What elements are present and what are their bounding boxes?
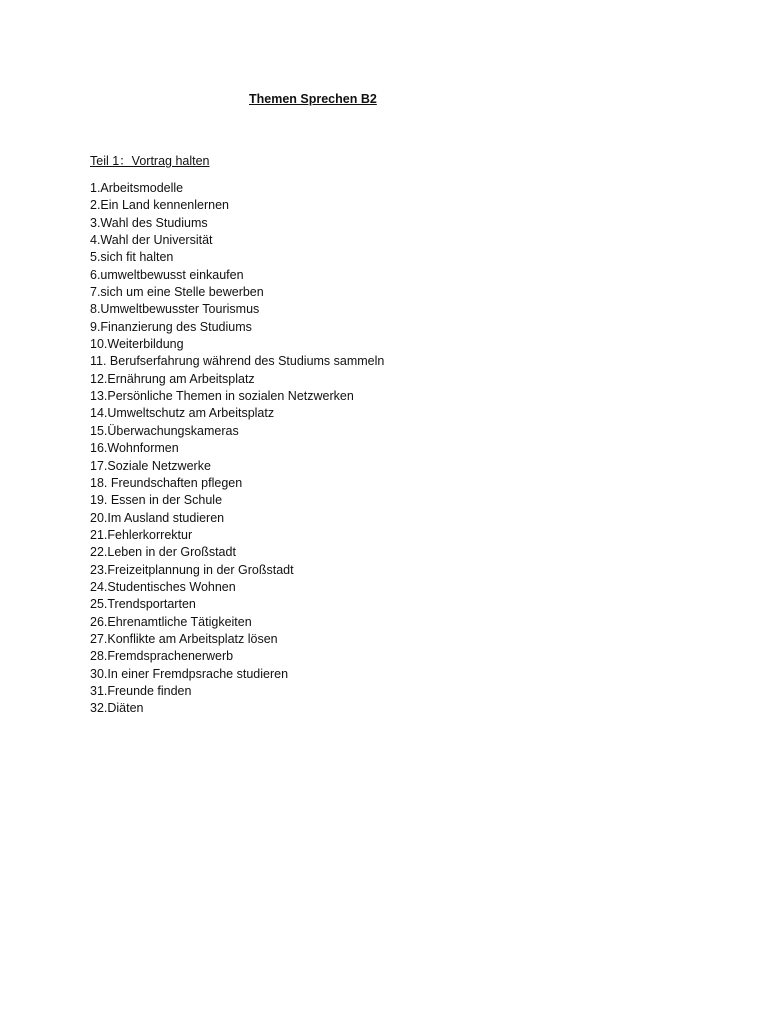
list-item: 26.Ehrenamtliche Tätigkeiten [90,614,252,629]
list-item: 24.Studentisches Wohnen [90,579,236,594]
list-item: 10.Weiterbildung [90,337,184,352]
page-title: Themen Sprechen B2 [249,92,377,106]
list-item: 25.Trendsportarten [90,597,196,612]
list-item: 12.Ernährung am Arbeitsplatz [90,371,255,386]
list-item: 8.Umweltbewusster Tourismus [90,302,260,317]
list-item: 9.Finanzierung des Studiums [90,319,252,334]
list-item: 13.Persönliche Themen in sozialen Netzwerken [90,389,354,404]
list-item: 1.Arbeitsmodelle [90,181,184,195]
list-item: 6.umweltbewusst einkaufen [90,267,244,282]
list-item: 11. Berufserfahrung während des Studiums sammeln [90,354,385,369]
list-item: 4.Wahl der Universität [90,233,213,248]
list-item: 31.Freunde finden [90,683,192,698]
list-item: 15.Überwachungskameras [90,423,239,438]
list-item: 16.Wohnformen [90,441,179,456]
list-item: 20.Im Ausland studieren [90,510,225,525]
list-item: 14.Umweltschutz am Arbeitsplatz [90,406,275,421]
list-item: 27.Konflikte am Arbeitsplatz lösen [90,631,278,646]
topic-list [90,180,384,718]
list-item: 22.Leben in der Großstadt [90,545,236,560]
list-item: 18. Freundschaften pflegen [90,475,243,490]
list-item: 28.Fremdsprachenerwerb [90,649,234,664]
list-item: 19. Essen in der Schule [90,493,223,508]
list-item: 21.Fehlerkorrektur [90,527,193,542]
list-item: 32.Diäten [90,701,144,716]
list-item: 5.sich fit halten [90,250,174,265]
list-item: 3.Wahl des Studiums [90,215,208,230]
list-item: 23.Freizeitplannung in der Großstadt [90,562,294,577]
list-item: 2.Ein Land kennenlernen [90,198,230,213]
list-item: 17.Soziale Netzwerke [90,458,211,473]
section-heading: Teil 1：Vortrag halten [90,154,210,168]
list-item: 30.In einer Fremdpsrache studieren [90,666,289,681]
list-item: 7.sich um eine Stelle bewerben [90,285,264,300]
